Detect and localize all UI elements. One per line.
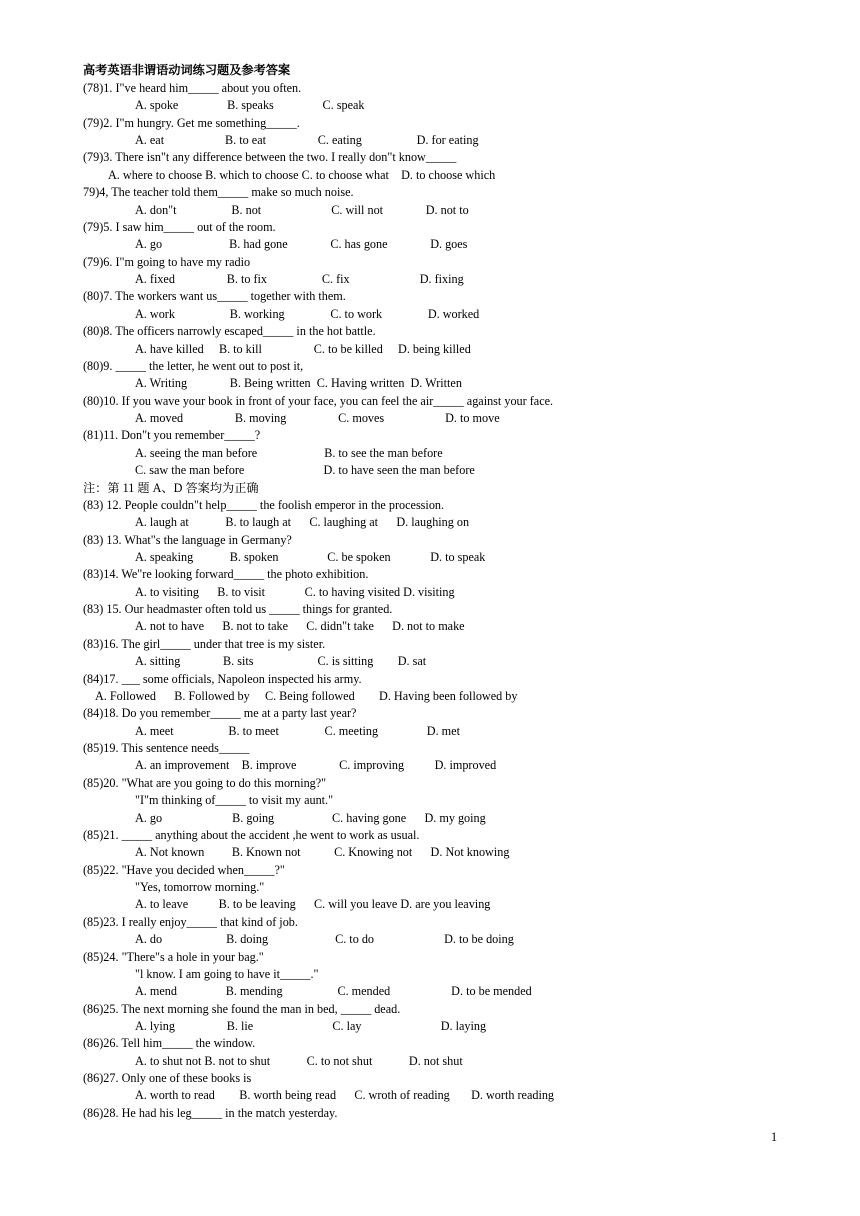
question-line: (86)26. Tell him_____ the window. — [83, 1036, 256, 1051]
question-line: (85)21. _____ anything about the accident ,he went to work as usual. — [83, 827, 420, 842]
option-line: "l know. I am going to have it_____." — [135, 966, 319, 981]
option-line: A. sitting B. sits C. is sitting D. sat — [135, 654, 427, 669]
option-line: A. laugh at B. to laugh at C. laughing at D. laughing on — [135, 515, 470, 530]
question-line: (83) 13. What"s the language in Germany? — [83, 532, 292, 547]
question-line: (85)20. "What are you going to do this morning?" — [83, 775, 327, 790]
question-line: (84)17. ___ some officials, Napoleon inspected his army. — [83, 671, 362, 686]
question-line: (85)23. I really enjoy_____ that kind of job. — [83, 914, 298, 929]
option-line: A. mend B. mending C. mended D. to be mended — [135, 984, 532, 999]
question-line: (80)10. If you wave your book in front of your face, you can feel the air_____ against your face. — [83, 393, 554, 408]
option-line: A. lying B. lie C. lay D. laying — [135, 1018, 487, 1033]
option-line: A. where to choose B. which to choose C. to choose what D. to choose which — [108, 167, 496, 182]
question-line: (85)19. This sentence needs_____ — [83, 741, 250, 756]
question-line: (86)27. Only one of these books is — [83, 1071, 252, 1086]
question-line: 注：第 11 题 A、D 答案均为正确 — [83, 480, 259, 495]
question-line: (83) 12. People couldn"t help_____ the foolish emperor in the procession. — [83, 497, 445, 512]
question-line: (78)1. I"ve heard him_____ about you often. — [83, 81, 302, 95]
question-line: (83)14. We"re looking forward_____ the photo exhibition. — [83, 567, 369, 582]
question-line: 79)4, The teacher told them_____ make so much noise. — [83, 185, 354, 200]
option-line: "I"m thinking of_____ to visit my aunt." — [135, 793, 334, 808]
option-line: A. worth to read B. worth being read C. wroth of reading D. worth reading — [135, 1088, 555, 1103]
question-line: (86)25. The next morning she found the man in bed, _____ dead. — [83, 1001, 401, 1016]
option-line: A. have killed B. to kill C. to be killed D. being killed — [135, 341, 471, 356]
question-line: (84)18. Do you remember_____ me at a party last year? — [83, 706, 357, 721]
question-line: (79)5. I saw him_____ out of the room. — [83, 219, 276, 234]
question-line: (80)7. The workers want us_____ together with them. — [83, 289, 346, 304]
document-title: 高考英语非谓语动词练习题及参考答案 — [83, 63, 291, 77]
question-line: (86)28. He had his leg_____ in the match yesterday. — [83, 1105, 338, 1120]
option-line: A. eat B. to eat C. eating D. for eating — [135, 133, 479, 148]
option-line: A. Followed B. Followed by C. Being followed D. Having been followed by — [95, 688, 518, 703]
question-line: (79)2. I"m hungry. Get me something_____. — [83, 115, 300, 130]
option-line: "Yes, tomorrow morning." — [135, 880, 265, 895]
option-line: A. an improvement B. improve C. improving D. improved — [135, 758, 497, 773]
question-line: (81)11. Don"t you remember_____? — [83, 428, 261, 443]
question-line: (79)6. I"m going to have my radio — [83, 254, 251, 269]
question-line: (85)22. "Have you decided when_____?" — [83, 862, 285, 877]
question-line: (80)8. The officers narrowly escaped_____ in the hot battle. — [83, 324, 376, 339]
option-line: A. Not known B. Known not C. Knowing not D. Not knowing — [135, 845, 510, 860]
option-line: A. to visiting B. to visit C. to having visited D. visiting — [135, 584, 455, 599]
option-line: A. to shut not B. not to shut C. to not shut D. not shut — [135, 1053, 463, 1068]
option-line: A. moved B. moving C. moves D. to move — [135, 411, 500, 426]
question-line: (79)3. There isn"t any difference between the two. I really don"t know_____ — [83, 150, 457, 165]
option-line: A. meet B. to meet C. meeting D. met — [135, 723, 460, 738]
option-line: A. Writing B. Being written C. Having written D. Written — [135, 376, 462, 391]
question-line: (83)16. The girl_____ under that tree is my sister. — [83, 636, 326, 651]
option-line: A. do B. doing C. to do D. to be doing — [135, 932, 514, 947]
question-line: (80)9. _____ the letter, he went out to post it, — [83, 358, 304, 373]
question-line: (85)24. "There"s a hole in your bag." — [83, 949, 264, 964]
option-line: A. to leave B. to be leaving C. will you leave D. are you leaving — [135, 897, 491, 912]
question-line: (83) 15. Our headmaster often told us _____ things for granted. — [83, 602, 393, 617]
option-line: A. go B. had gone C. has gone D. goes — [135, 237, 468, 252]
option-line: A. spoke B. speaks C. speak — [135, 98, 365, 113]
option-line: A. work B. working C. to work D. worked — [135, 306, 480, 321]
page-number: 1 — [771, 1130, 778, 1144]
option-line: A. go B. going C. having gone D. my going — [135, 810, 486, 825]
option-line: A. speaking B. spoken C. be spoken D. to speak — [135, 549, 486, 564]
option-line: C. saw the man before D. to have seen the man before — [135, 463, 475, 478]
option-line: A. don"t B. not C. will not D. not to — [135, 202, 469, 217]
option-line: A. seeing the man before B. to see the man before — [135, 445, 443, 460]
option-line: A. fixed B. to fix C. fix D. fixing — [135, 272, 464, 287]
option-line: A. not to have B. not to take C. didn"t take D. not to make — [135, 619, 465, 634]
